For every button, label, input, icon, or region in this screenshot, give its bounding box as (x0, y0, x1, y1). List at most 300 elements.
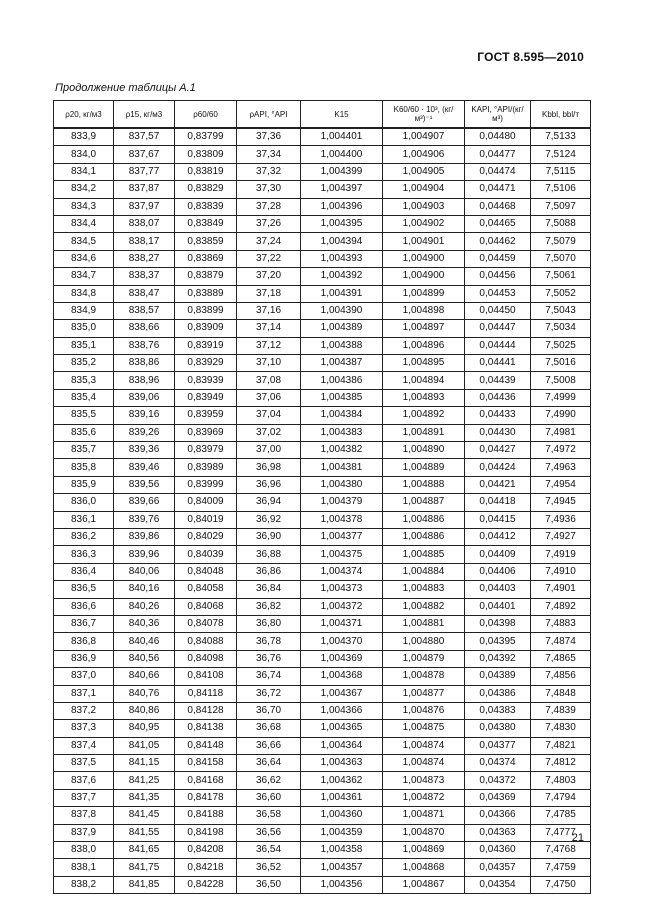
table-cell: 1,004887 (383, 494, 465, 511)
table-cell: 0,83809 (175, 146, 237, 163)
table-cell: 0,84118 (175, 685, 237, 702)
table-row (54, 337, 591, 354)
table-cell: 36,96 (237, 476, 301, 493)
table-cell: 839,16 (114, 407, 175, 424)
table-cell: 0,04386 (465, 685, 531, 702)
table-cell: 7,4794 (531, 789, 591, 806)
table-cell: 0,84138 (175, 720, 237, 737)
table-cell: 7,4990 (531, 407, 591, 424)
table-cell: 0,04465 (465, 215, 531, 232)
table-cell: 7,4812 (531, 755, 591, 772)
table-cell: 7,4892 (531, 598, 591, 615)
table-cell: 36,66 (237, 737, 301, 754)
table-cell: 7,4927 (531, 528, 591, 545)
table-cell: 1,004868 (383, 859, 465, 876)
table-row (54, 407, 591, 424)
table-cell: 0,84048 (175, 563, 237, 580)
table-row (54, 198, 591, 215)
data-table (53, 100, 591, 894)
table-cell: 841,15 (114, 755, 175, 772)
table-cell: 840,16 (114, 581, 175, 598)
table-row (54, 320, 591, 337)
table-cell: 0,04462 (465, 233, 531, 250)
table-cell: 0,04377 (465, 737, 531, 754)
table-cell: 0,04436 (465, 389, 531, 406)
table-cell: 1,004893 (383, 389, 465, 406)
table-cell: 840,46 (114, 633, 175, 650)
table-cell: 838,37 (114, 268, 175, 285)
table-cell: 36,74 (237, 668, 301, 685)
table-cell: 0,83859 (175, 233, 237, 250)
table-cell: 37,36 (237, 128, 301, 146)
table-cell: 0,04363 (465, 824, 531, 841)
table-cell: 841,65 (114, 842, 175, 859)
table-cell: 1,004895 (383, 355, 465, 372)
table-cell: 36,64 (237, 755, 301, 772)
table-cell: 833,9 (54, 128, 114, 146)
table-row (54, 302, 591, 319)
table-cell: 7,5043 (531, 302, 591, 319)
table-cell: 1,004378 (301, 511, 383, 528)
table-cell: 841,55 (114, 824, 175, 841)
table-cell: 0,83799 (175, 128, 237, 146)
table-row (54, 181, 591, 198)
table-cell: 0,84178 (175, 789, 237, 806)
table-row (54, 424, 591, 441)
table-cell: 839,96 (114, 546, 175, 563)
table-cell: 0,04427 (465, 442, 531, 459)
table-cell: 1,004399 (301, 163, 383, 180)
table-cell: 7,5016 (531, 355, 591, 372)
table-cell: 840,76 (114, 685, 175, 702)
table-cell: 835,9 (54, 476, 114, 493)
table-cell: 1,004381 (301, 459, 383, 476)
table-row (54, 128, 591, 146)
table-cell: 841,45 (114, 807, 175, 824)
table-cell: 0,04441 (465, 355, 531, 372)
table-cell: 0,04444 (465, 337, 531, 354)
table-cell: 834,9 (54, 302, 114, 319)
table-cell: 841,35 (114, 789, 175, 806)
table-row (54, 563, 591, 580)
table-cell: 1,004384 (301, 407, 383, 424)
table-cell: 1,004386 (301, 372, 383, 389)
table-cell: 0,04474 (465, 163, 531, 180)
table-cell: 37,04 (237, 407, 301, 424)
table-row (54, 372, 591, 389)
table-cell: 1,004368 (301, 668, 383, 685)
table-cell: 1,004396 (301, 198, 383, 215)
table-cell: 0,83919 (175, 337, 237, 354)
table-row (54, 702, 591, 719)
table-cell: 0,04424 (465, 459, 531, 476)
table-cell: 1,004392 (301, 268, 383, 285)
table-cell: 1,004884 (383, 563, 465, 580)
table-row (54, 494, 591, 511)
table-cell: 838,57 (114, 302, 175, 319)
table-cell: 0,83949 (175, 389, 237, 406)
table-cell: 835,3 (54, 372, 114, 389)
table-caption: Продолжение таблицы А.1 (55, 82, 196, 94)
table-cell: 7,5088 (531, 215, 591, 232)
table-cell: 1,004875 (383, 720, 465, 737)
table-cell: 835,0 (54, 320, 114, 337)
table-row (54, 842, 591, 859)
table-row (54, 581, 591, 598)
table-cell: 1,004905 (383, 163, 465, 180)
table-cell: 1,004907 (383, 128, 465, 146)
table-cell: 834,2 (54, 181, 114, 198)
table-cell: 0,84058 (175, 581, 237, 598)
table-cell: 1,004358 (301, 842, 383, 859)
table-cell: 1,004397 (301, 181, 383, 198)
table-cell: 0,04357 (465, 859, 531, 876)
table-cell: 840,36 (114, 615, 175, 632)
table-row (54, 511, 591, 528)
table-cell: 1,004904 (383, 181, 465, 198)
table-cell: 841,25 (114, 772, 175, 789)
table-cell: 36,86 (237, 563, 301, 580)
table-row (54, 442, 591, 459)
table-cell: 836,9 (54, 650, 114, 667)
table-body (54, 128, 591, 894)
table-cell: 837,0 (54, 668, 114, 685)
table-cell: 1,004899 (383, 285, 465, 302)
table-cell: 0,84029 (175, 528, 237, 545)
table-cell: 1,004364 (301, 737, 383, 754)
table-cell: 1,004372 (301, 598, 383, 615)
table-cell: 0,84168 (175, 772, 237, 789)
table-cell: 840,95 (114, 720, 175, 737)
table-cell: 37,28 (237, 198, 301, 215)
table-cell: 838,07 (114, 215, 175, 232)
table-cell: 1,004882 (383, 598, 465, 615)
table-row (54, 285, 591, 302)
table-cell: 837,87 (114, 181, 175, 198)
table-cell: 36,58 (237, 807, 301, 824)
table-cell: 0,83979 (175, 442, 237, 459)
table-row (54, 615, 591, 632)
table-cell: 0,04453 (465, 285, 531, 302)
table-cell: 0,84148 (175, 737, 237, 754)
table-row (54, 789, 591, 806)
table-row (54, 685, 591, 702)
table-cell: 7,5106 (531, 181, 591, 198)
table-cell: 7,4856 (531, 668, 591, 685)
table-cell: 838,76 (114, 337, 175, 354)
table-row (54, 876, 591, 893)
table-cell: 7,4777 (531, 824, 591, 841)
table-cell: 0,04450 (465, 302, 531, 319)
table-cell: 7,5034 (531, 320, 591, 337)
table-cell: 841,85 (114, 876, 175, 893)
table-cell: 838,66 (114, 320, 175, 337)
table-cell: 0,84198 (175, 824, 237, 841)
table-row (54, 250, 591, 267)
table-cell: 0,04406 (465, 563, 531, 580)
table-cell: 0,84039 (175, 546, 237, 563)
col-header-rho60: ρ60/60 (175, 101, 237, 129)
table-row (54, 650, 591, 667)
table-cell: 837,77 (114, 163, 175, 180)
table-cell: 1,004356 (301, 876, 383, 893)
table-cell: 0,83909 (175, 320, 237, 337)
table-cell: 1,004375 (301, 546, 383, 563)
table-cell: 837,57 (114, 128, 175, 146)
table-cell: 0,84098 (175, 650, 237, 667)
table-cell: 841,75 (114, 859, 175, 876)
table-cell: 1,004873 (383, 772, 465, 789)
table-cell: 840,06 (114, 563, 175, 580)
table-cell: 1,004898 (383, 302, 465, 319)
table-row (54, 268, 591, 285)
table-row (54, 668, 591, 685)
table-cell: 7,4803 (531, 772, 591, 789)
table-cell: 837,2 (54, 702, 114, 719)
table-cell: 36,50 (237, 876, 301, 893)
table-cell: 7,4954 (531, 476, 591, 493)
table-cell: 37,14 (237, 320, 301, 337)
table-cell: 0,83959 (175, 407, 237, 424)
table-cell: 7,5052 (531, 285, 591, 302)
table-cell: 834,4 (54, 215, 114, 232)
table-cell: 0,83819 (175, 163, 237, 180)
table-cell: 36,82 (237, 598, 301, 615)
table-cell: 36,60 (237, 789, 301, 806)
table-cell: 7,4839 (531, 702, 591, 719)
table-cell: 836,4 (54, 563, 114, 580)
table-cell: 1,004393 (301, 250, 383, 267)
table-cell: 0,83969 (175, 424, 237, 441)
table-cell: 1,004380 (301, 476, 383, 493)
table-cell: 834,3 (54, 198, 114, 215)
table-cell: 7,4865 (531, 650, 591, 667)
table-cell: 0,04389 (465, 668, 531, 685)
table-cell: 834,7 (54, 268, 114, 285)
table-cell: 1,004879 (383, 650, 465, 667)
table-cell: 0,84218 (175, 859, 237, 876)
table-cell: 838,1 (54, 859, 114, 876)
table-cell: 0,04447 (465, 320, 531, 337)
table-row (54, 598, 591, 615)
table-cell: 36,94 (237, 494, 301, 511)
table-cell: 7,5079 (531, 233, 591, 250)
table-cell: 839,36 (114, 442, 175, 459)
table-cell: 37,32 (237, 163, 301, 180)
table-cell: 0,84208 (175, 842, 237, 859)
table-cell: 0,04360 (465, 842, 531, 859)
table-header-row (54, 101, 591, 129)
table-cell: 836,0 (54, 494, 114, 511)
table-cell: 1,004892 (383, 407, 465, 424)
table-cell: 7,5070 (531, 250, 591, 267)
table-cell: 836,2 (54, 528, 114, 545)
table-cell: 0,83899 (175, 302, 237, 319)
table-cell: 0,84078 (175, 615, 237, 632)
table-cell: 36,72 (237, 685, 301, 702)
table-cell: 835,8 (54, 459, 114, 476)
table-cell: 1,004871 (383, 807, 465, 824)
table-row (54, 233, 591, 250)
table-cell: 0,04374 (465, 755, 531, 772)
table-cell: 0,83869 (175, 250, 237, 267)
table-cell: 0,83939 (175, 372, 237, 389)
table-cell: 7,5008 (531, 372, 591, 389)
table-cell: 838,2 (54, 876, 114, 893)
table-cell: 0,04369 (465, 789, 531, 806)
table-cell: 835,5 (54, 407, 114, 424)
table-cell: 36,56 (237, 824, 301, 841)
table-row (54, 772, 591, 789)
table-cell: 36,92 (237, 511, 301, 528)
table-cell: 1,004877 (383, 685, 465, 702)
table-cell: 839,06 (114, 389, 175, 406)
table-cell: 838,47 (114, 285, 175, 302)
table-cell: 0,04459 (465, 250, 531, 267)
table-cell: 841,05 (114, 737, 175, 754)
table-row (54, 355, 591, 372)
table-cell: 0,04383 (465, 702, 531, 719)
table-cell: 7,4759 (531, 859, 591, 876)
table-cell: 0,04412 (465, 528, 531, 545)
table-row (54, 459, 591, 476)
table-cell: 836,3 (54, 546, 114, 563)
table-cell: 37,24 (237, 233, 301, 250)
table-cell: 0,83879 (175, 268, 237, 285)
table-row (54, 146, 591, 163)
table-cell: 1,004374 (301, 563, 383, 580)
table-row (54, 824, 591, 841)
table-cell: 36,54 (237, 842, 301, 859)
table-cell: 36,68 (237, 720, 301, 737)
table-cell: 834,5 (54, 233, 114, 250)
table-cell: 1,004900 (383, 268, 465, 285)
table-cell: 836,6 (54, 598, 114, 615)
table-cell: 7,4919 (531, 546, 591, 563)
table-cell: 839,76 (114, 511, 175, 528)
table-cell: 0,04468 (465, 198, 531, 215)
table-cell: 36,80 (237, 615, 301, 632)
table-cell: 839,56 (114, 476, 175, 493)
table-cell: 836,7 (54, 615, 114, 632)
table-cell: 1,004883 (383, 581, 465, 598)
table-cell: 0,04398 (465, 615, 531, 632)
table-cell: 835,7 (54, 442, 114, 459)
table-cell: 1,004872 (383, 789, 465, 806)
table-cell: 840,66 (114, 668, 175, 685)
table-cell: 838,96 (114, 372, 175, 389)
table-cell: 1,004388 (301, 337, 383, 354)
table-cell: 1,004880 (383, 633, 465, 650)
table-cell: 0,04366 (465, 807, 531, 824)
table-cell: 36,90 (237, 528, 301, 545)
table-cell: 1,004387 (301, 355, 383, 372)
table-cell: 0,84019 (175, 511, 237, 528)
table-row (54, 859, 591, 876)
table-cell: 0,04380 (465, 720, 531, 737)
table-cell: 1,004371 (301, 615, 383, 632)
table-cell: 1,004886 (383, 528, 465, 545)
table-cell: 1,004886 (383, 511, 465, 528)
page-number: 21 (571, 832, 584, 844)
table-row (54, 163, 591, 180)
table-cell: 7,5115 (531, 163, 591, 180)
table-cell: 1,004359 (301, 824, 383, 841)
table-cell: 37,10 (237, 355, 301, 372)
table-cell: 835,6 (54, 424, 114, 441)
table-cell: 36,70 (237, 702, 301, 719)
table-cell: 7,4981 (531, 424, 591, 441)
table-cell: 1,004365 (301, 720, 383, 737)
table-cell: 37,30 (237, 181, 301, 198)
table-cell: 838,86 (114, 355, 175, 372)
table-cell: 1,004885 (383, 546, 465, 563)
table-cell: 836,1 (54, 511, 114, 528)
table-cell: 7,4830 (531, 720, 591, 737)
table-cell: 1,004391 (301, 285, 383, 302)
table-cell: 1,004870 (383, 824, 465, 841)
table-cell: 835,4 (54, 389, 114, 406)
table-cell: 0,84228 (175, 876, 237, 893)
table-cell: 0,84068 (175, 598, 237, 615)
col-header-k15: K15 (301, 101, 383, 129)
table-cell: 1,004900 (383, 250, 465, 267)
table-cell: 37,20 (237, 268, 301, 285)
table-cell: 0,04401 (465, 598, 531, 615)
table-cell: 1,004367 (301, 685, 383, 702)
table-cell: 37,12 (237, 337, 301, 354)
table-cell: 1,004389 (301, 320, 383, 337)
table-cell: 7,4901 (531, 581, 591, 598)
table-cell: 7,4768 (531, 842, 591, 859)
table-cell: 1,004401 (301, 128, 383, 146)
table-row (54, 476, 591, 493)
table-cell: 37,02 (237, 424, 301, 441)
table-cell: 0,04354 (465, 876, 531, 893)
table-cell: 7,5124 (531, 146, 591, 163)
table-row (54, 633, 591, 650)
table-cell: 7,4945 (531, 494, 591, 511)
table-cell: 7,4910 (531, 563, 591, 580)
table-cell: 7,4785 (531, 807, 591, 824)
col-header-k-bbl: Kbbl, bbl/т (531, 101, 591, 129)
table-cell: 0,83849 (175, 215, 237, 232)
table-cell: 1,004874 (383, 737, 465, 754)
col-header-rho-api: ρAPI, °API (237, 101, 301, 129)
table-cell: 0,04477 (465, 146, 531, 163)
table-cell: 0,84188 (175, 807, 237, 824)
table-cell: 0,04439 (465, 372, 531, 389)
col-header-rho15: ρ15, кг/м3 (114, 101, 175, 129)
table-cell: 7,4883 (531, 615, 591, 632)
table-cell: 839,86 (114, 528, 175, 545)
table-cell: 1,004906 (383, 146, 465, 163)
table-cell: 1,004888 (383, 476, 465, 493)
table-row (54, 389, 591, 406)
table-cell: 834,0 (54, 146, 114, 163)
table-cell: 37,16 (237, 302, 301, 319)
table-cell: 1,004357 (301, 859, 383, 876)
table-cell: 7,4750 (531, 876, 591, 893)
table-cell: 839,46 (114, 459, 175, 476)
table-cell: 7,4972 (531, 442, 591, 459)
table-cell: 1,004897 (383, 320, 465, 337)
table-row (54, 546, 591, 563)
table-cell: 0,04392 (465, 650, 531, 667)
table-cell: 1,004876 (383, 702, 465, 719)
col-header-k60: K60/60 · 10³, (кг/м³)⁻¹ (383, 101, 465, 129)
table-cell: 0,84009 (175, 494, 237, 511)
